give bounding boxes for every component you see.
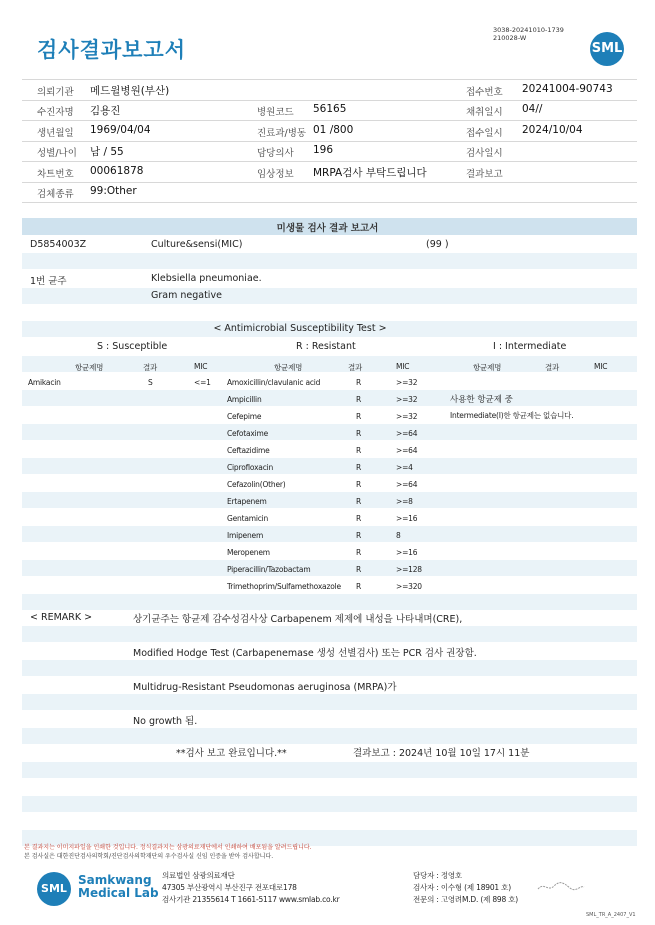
staff-label: 전문의 : <box>413 895 439 904</box>
accession-number-value: 20241004-90743 <box>522 83 613 95</box>
drug-name: Ampicillin <box>227 395 262 404</box>
row-band <box>22 492 637 508</box>
drug-result: R <box>356 463 362 472</box>
drug-name: Imipenem <box>227 531 264 540</box>
col-mic-header: MIC <box>396 362 410 371</box>
remark-label: < REMARK > <box>30 612 93 623</box>
remark-line: Multidrug-Resistant Pseudomonas aeruginosa (MRPA)가 <box>133 682 397 693</box>
patient-name-label: 수진자명 <box>37 107 74 118</box>
drug-mic: >=4 <box>396 463 413 472</box>
col-result-header: 결과 <box>545 363 560 372</box>
intermediate-note-2: Intermediate(I)한 항균제는 없습니다. <box>450 411 574 420</box>
intermediate-note-1: 사용한 항균제 중 <box>450 395 513 405</box>
patient-name-value: 김용진 <box>90 105 121 117</box>
footer-sml-logo: SML <box>37 872 71 906</box>
test-number: (99 ) <box>426 239 449 250</box>
drug-name: Cefepime <box>227 412 262 421</box>
drug-name: Cefotaxime <box>227 429 269 438</box>
sex-age-value: 남 / 55 <box>90 146 124 158</box>
drug-result: R <box>356 412 362 421</box>
drug-name: Ertapenem <box>227 497 267 506</box>
remark-line: 상기균주는 항균제 감수성검사상 Carbapenem 제제에 내성을 나타내며(CRE), <box>133 614 463 625</box>
drug-name: Ceftazidime <box>227 446 270 455</box>
document-code-line1: 3038-20241010-1739 <box>493 26 564 34</box>
organism-name: Klebsiella pneumoniae. <box>151 273 262 284</box>
clinical-info-value: MRPA검사 부탁드립니다 <box>313 167 427 179</box>
row-band <box>22 626 637 642</box>
row-band <box>22 796 637 812</box>
drug-name: Amikacin <box>28 378 61 387</box>
drug-mic: >=32 <box>396 412 418 421</box>
accession-number-label: 접수번호 <box>466 87 503 98</box>
specimen-type-label: 검체종류 <box>37 189 74 200</box>
col-result-header: 결과 <box>143 363 158 372</box>
org-contact: 검사기관 21355614 T 1661-5117 www.smlab.co.kr <box>162 895 340 904</box>
sex-age-label: 성별/나이 <box>37 148 77 159</box>
drug-result: R <box>356 497 362 506</box>
drug-name: Meropenem <box>227 548 270 557</box>
drug-result: R <box>356 429 362 438</box>
row-band <box>22 424 637 440</box>
drug-mic: >=32 <box>396 395 418 404</box>
drug-mic: >=64 <box>396 446 418 455</box>
drug-name: Cefazolin(Other) <box>227 480 286 489</box>
drug-name: Amoxicillin/clavulanic acid <box>227 378 321 387</box>
received-date-label: 접수일시 <box>466 128 503 139</box>
section-title: 미생물 검사 결과 보고서 <box>276 223 379 234</box>
remark-line: No growth 됨. <box>133 716 198 727</box>
form-code: SML_TR_A_2407_V1 <box>586 912 636 918</box>
chart-number-label: 차트번호 <box>37 169 74 180</box>
row-band <box>22 762 637 778</box>
row-band <box>22 390 637 406</box>
hospital-code-value: 56165 <box>313 103 347 115</box>
drug-mic: >=16 <box>396 548 418 557</box>
document-code-line2: 210028-W <box>493 34 527 42</box>
test-date-label: 검사일시 <box>466 148 503 159</box>
test-name: Culture&sensi(MIC) <box>151 239 243 250</box>
collection-date-value: 04// <box>522 103 543 115</box>
drug-result: R <box>356 378 362 387</box>
divider <box>22 120 637 121</box>
col-drug-header: 항균제명 <box>75 363 104 372</box>
staff-label: 검사자 : <box>413 883 439 892</box>
staff-value: 정영호 <box>440 871 462 880</box>
drug-mic: >=8 <box>396 497 413 506</box>
divider <box>22 161 637 162</box>
remark-line: Modified Hodge Test (Carbapenemase 생성 선별검사) 또는 PCR 검사 권장함. <box>133 648 477 659</box>
specimen-type-value: 99:Other <box>90 185 137 197</box>
document-code <box>493 26 564 42</box>
drug-name: Gentamicin <box>227 514 269 523</box>
row-band <box>22 253 637 269</box>
footer-brand <box>78 874 159 900</box>
drug-mic: >=320 <box>396 582 422 591</box>
report-complete-text: **검사 보고 완료입니다.** <box>176 748 287 759</box>
department-value: 01 /800 <box>313 124 354 136</box>
clinical-info-label: 임상정보 <box>257 169 294 180</box>
divider <box>22 79 637 80</box>
row-band <box>22 694 637 710</box>
row-band <box>22 458 637 474</box>
collection-date-label: 채취일시 <box>466 107 503 118</box>
drug-result: R <box>356 395 362 404</box>
doctor-label: 담당의사 <box>257 148 294 159</box>
notice-line-1: 본 결과지는 이미지파일을 인쇄한 것입니다. 정식결과지는 삼광의료재단에서 인쇄하여 배포됨을 알려드립니다. <box>24 844 312 851</box>
test-code: D5854003Z <box>30 239 87 250</box>
staff-value: 고영려M.D. (제 898 호) <box>440 895 519 904</box>
staff-label: 담당자 : <box>413 871 439 880</box>
row-band <box>22 660 637 676</box>
row-band <box>22 728 637 744</box>
org-address: 47305 부산광역시 부산진구 전포대로178 <box>162 883 297 892</box>
legend-susceptible: S : Susceptible <box>97 341 168 352</box>
ast-title: < Antimicrobial Susceptibility Test > <box>213 323 387 334</box>
sml-logo: SML <box>590 32 624 66</box>
brand-line-2: Medical Lab <box>78 886 159 900</box>
org-name: 의료법인 삼광의료재단 <box>162 871 235 880</box>
drug-result: S <box>148 378 153 387</box>
row-band <box>22 560 637 576</box>
organism-gram: Gram negative <box>151 290 222 301</box>
col-result-header: 결과 <box>348 363 363 372</box>
col-drug-header: 항균제명 <box>274 363 303 372</box>
col-drug-header: 항균제명 <box>473 363 502 372</box>
row-band <box>22 288 637 304</box>
page-title: 검사결과보고서 <box>37 38 187 62</box>
birthdate-value: 1969/04/04 <box>90 124 151 136</box>
department-label: 진료과/병동 <box>257 128 307 139</box>
birthdate-label: 생년월일 <box>37 128 74 139</box>
referring-org-label: 의뢰기관 <box>37 87 74 98</box>
drug-result: R <box>356 548 362 557</box>
divider <box>22 182 637 183</box>
drug-mic: >=32 <box>396 378 418 387</box>
drug-mic: >=64 <box>396 429 418 438</box>
drug-mic: <=1 <box>194 378 211 387</box>
organism-label: 1번 균주 <box>30 276 67 287</box>
hospital-code-label: 병원코드 <box>257 107 294 118</box>
doctor-value: 196 <box>313 144 334 156</box>
staff-value: 이수형 (제 18901 호) <box>440 883 511 892</box>
col-mic-header: MIC <box>194 362 208 371</box>
divider <box>22 202 637 203</box>
row-band <box>22 594 637 610</box>
row-band <box>22 526 637 542</box>
received-date-value: 2024/10/04 <box>522 124 583 136</box>
drug-result: R <box>356 480 362 489</box>
brand-line-1: Samkwang <box>78 873 152 887</box>
drug-result: R <box>356 565 362 574</box>
drug-mic: >=128 <box>396 565 422 574</box>
drug-mic: 8 <box>396 531 401 540</box>
drug-mic: >=16 <box>396 514 418 523</box>
col-mic-header: MIC <box>594 362 608 371</box>
drug-result: R <box>356 514 362 523</box>
notice-line-2: 본 검사실은 대한진단검사의학회/진단검사의학재단의 우수검사실 신임 인증을 받아 검사합니다. <box>24 853 274 860</box>
drug-result: R <box>356 582 362 591</box>
result-report-label: 결과보고 <box>466 169 503 180</box>
legend-resistant: R : Resistant <box>296 341 356 352</box>
chart-number-value: 00061878 <box>90 165 144 177</box>
signature-icon <box>536 880 586 894</box>
drug-result: R <box>356 531 362 540</box>
drug-name: Piperacillin/Tazobactam <box>227 565 311 574</box>
referring-org-value: 메드윌병원(부산) <box>90 85 170 97</box>
drug-result: R <box>356 446 362 455</box>
footer-org-info <box>162 870 339 906</box>
drug-name: Trimethoprim/Sulfamethoxazole <box>227 582 341 591</box>
footer-staff <box>413 870 518 906</box>
drug-name: Ciprofloxacin <box>227 463 274 472</box>
report-time: 결과보고 : 2024년 10월 10일 17시 11분 <box>353 748 530 759</box>
divider <box>22 100 637 101</box>
divider <box>22 141 637 142</box>
legend-intermediate: I : Intermediate <box>493 341 567 352</box>
drug-mic: >=64 <box>396 480 418 489</box>
